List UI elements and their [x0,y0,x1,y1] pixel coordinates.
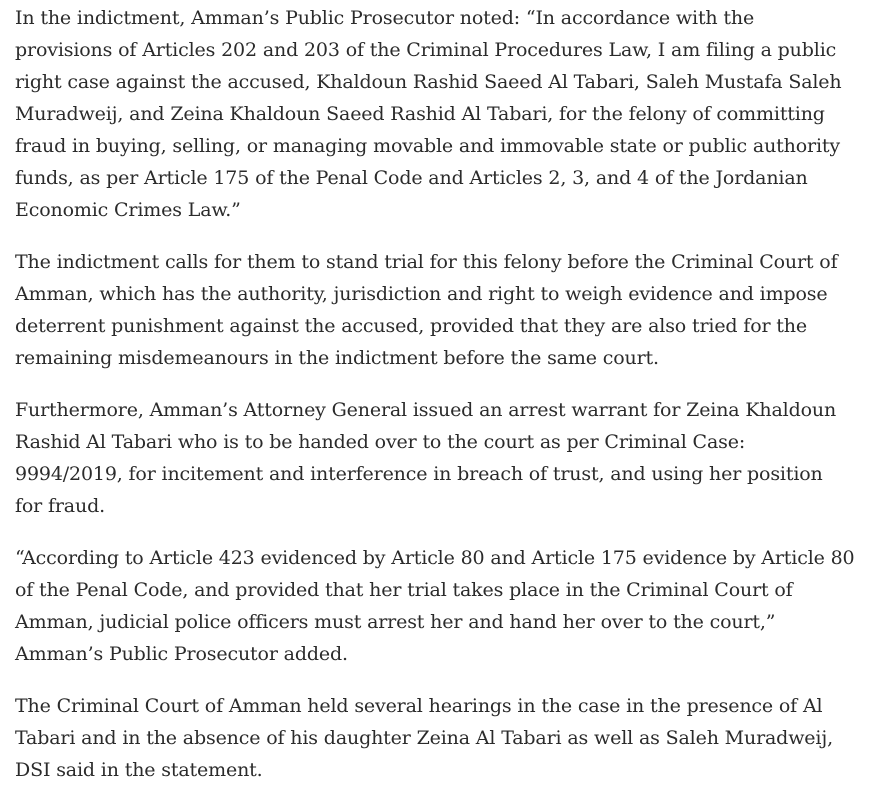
article-paragraph-indictment: In the indictment, Amman’s Public Prosecutor noted: “In accordance with the provisions of Articles 202 and 203 of the Criminal Procedures Law, I am filing a public right case against the accused, Khaldoun Rashid Saeed Al Tabari, Saleh Mustafa Saleh Muradweij, and Zeina Khaldoun Saeed Rashid Al Tabari, for the felony of committing fraud in buying, selling, or managing movable and immovable state or public authority funds, as per Article 175 of the Penal Code and Articles 2, 3, and 4 of the Jordanian Economic Crimes Law.” [15,7,842,221]
article-paragraph-arrest-warrant: Furthermore, Amman’s Attorney General issued an arrest warrant for Zeina Khaldoun Rashid Al Tabari who is to be handed over to the court as per Criminal Case: 9994/2019, for incitement and interference in breach of trust, and using her position for fraud. [15,399,837,517]
article-paragraph-hearings: The Criminal Court of Amman held several hearings in the case in the presence of Al Tabari and in the absence of his daughter Zeina Al Tabari as well as Saleh Muradweij, DSI said in the statement. [15,695,833,781]
article-paragraph-quote: “According to Article 423 evidenced by Article 80 and Article 175 evidence by Article 80 of the Penal Code, and provided that her trial takes place in the Criminal Court of Amman, judicial police officers must arrest her and hand her over to the court,” Amman’s Public Prosecutor added. [15,547,855,665]
article-paragraph-trial: The indictment calls for them to stand trial for this felony before the Criminal Court of Amman, which has the authority, jurisdiction and right to weigh evidence and impose deterrent punishment against the accused, provided that they are also tried for the remaining misdemeanours in the indictment before the same court. [15,251,838,369]
article-body [15,2,855,786]
